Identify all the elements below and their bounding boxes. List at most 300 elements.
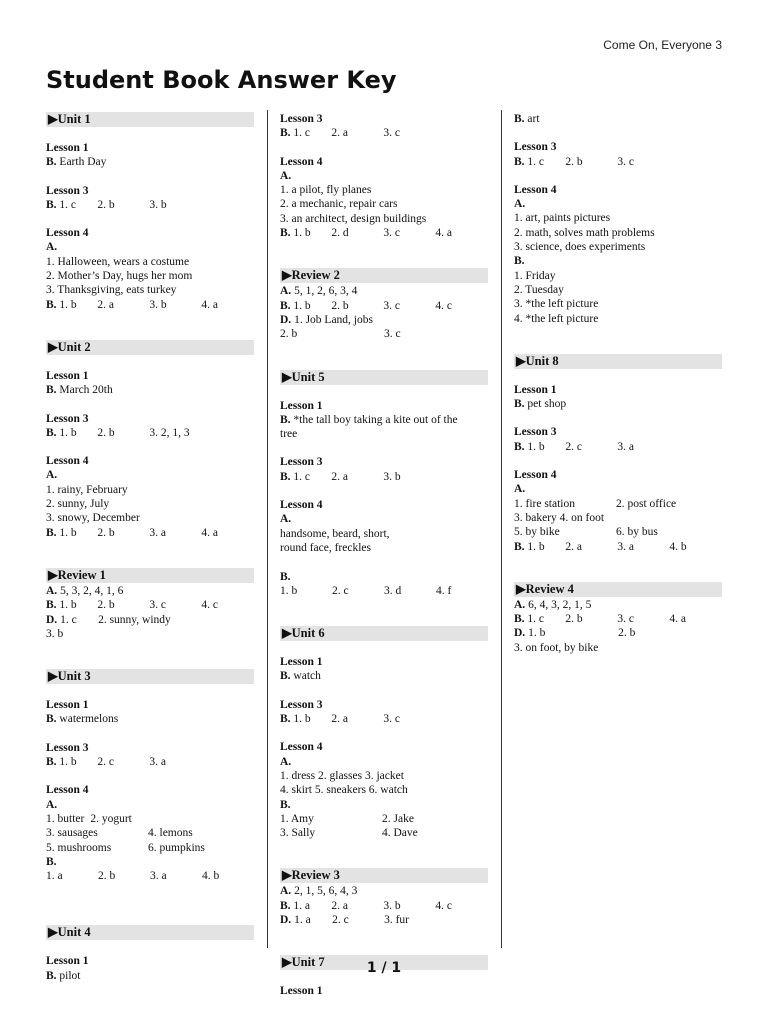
answer-row <box>514 482 722 496</box>
answer-text: 3. d <box>384 584 402 597</box>
answer-row <box>514 297 722 311</box>
answer-row <box>46 383 254 397</box>
answer-row <box>514 112 722 126</box>
item-label: A. <box>280 755 292 768</box>
answer-section <box>280 268 488 341</box>
book-name: Come On, Everyone 3 <box>603 38 722 52</box>
answer-text: 3. b <box>149 198 167 211</box>
answer-row <box>46 426 254 440</box>
answer-row <box>46 497 254 511</box>
answer-section <box>280 155 488 241</box>
answer-text: 1. b <box>59 756 77 769</box>
answer-text: 2. b <box>565 613 583 626</box>
answer-text: 1. b <box>59 298 77 311</box>
answer-row <box>514 511 722 525</box>
answer-section <box>46 141 254 170</box>
answer-section <box>280 698 488 727</box>
answer-row <box>514 525 722 539</box>
answer-text: 2. c <box>332 913 349 926</box>
answer-text: 1. a <box>46 870 63 883</box>
section-banner: ▶Unit 1 <box>46 112 254 127</box>
answer-text: 3. Thanksgiving, eats turkey <box>46 284 177 297</box>
answer-section <box>514 183 722 326</box>
answer-row <box>514 626 722 640</box>
answer-section <box>514 468 722 554</box>
answer-row <box>514 540 722 554</box>
item-label: D. <box>280 913 292 926</box>
item-label: A. <box>514 198 526 211</box>
answer-text: 3. c <box>384 328 401 341</box>
answer-row <box>514 497 722 511</box>
item-label: B. <box>280 570 291 583</box>
answer-text: 1. Friday <box>514 269 556 282</box>
lesson-heading: Lesson 4 <box>46 227 89 240</box>
item-label: B. <box>46 298 57 311</box>
answer-section <box>280 399 488 442</box>
answer-text: 4. b <box>669 540 687 553</box>
answer-text: 2, 1, 5, 6, 4, 3 <box>294 885 358 898</box>
answer-row <box>46 198 254 212</box>
answer-text: 4. skirt 5. sneakers 6. watch <box>280 784 408 797</box>
item-label: D. <box>280 313 292 326</box>
answer-text: 1. Halloween, wears a costume <box>46 255 190 268</box>
item-label: B. <box>280 798 291 811</box>
answer-text: 1. a pilot, fly planes <box>280 184 372 197</box>
answer-column-2 <box>280 112 488 999</box>
answer-text: 3. c <box>617 613 635 626</box>
answer-row <box>46 298 254 312</box>
item-label: B. <box>514 113 525 125</box>
lesson-heading: Lesson 3 <box>280 698 323 711</box>
answer-text: March 20th <box>59 384 113 397</box>
answer-text: 3. snowy, December <box>46 512 140 525</box>
answer-text: 1. c <box>293 127 311 140</box>
answer-row <box>280 512 488 526</box>
answer-section <box>46 184 254 213</box>
answer-section <box>46 369 254 398</box>
answer-text: 6, 4, 3, 2, 1, 5 <box>528 598 592 611</box>
section-banner: ▶Unit 3 <box>46 669 254 684</box>
answer-text: art <box>527 113 540 125</box>
item-label: A. <box>514 483 526 496</box>
answer-row <box>280 197 488 211</box>
item-label: B. <box>46 713 57 726</box>
lesson-heading: Lesson 4 <box>514 469 557 482</box>
answer-section <box>46 568 254 641</box>
answer-text: 6. pumpkins <box>148 841 205 854</box>
lesson-heading: Lesson 3 <box>46 184 89 197</box>
answer-row <box>46 869 254 883</box>
answer-section <box>514 383 722 412</box>
answer-text: 1. b <box>293 227 311 240</box>
answer-section <box>46 340 254 355</box>
item-label: A. <box>280 513 292 526</box>
answer-text: pilot <box>59 969 81 982</box>
answer-text: 3. a <box>150 870 167 883</box>
answer-text: 2. a <box>331 470 349 483</box>
answer-section <box>46 454 254 540</box>
lesson-heading: Lesson 3 <box>46 412 89 425</box>
answer-section <box>514 112 722 126</box>
answer-row <box>280 413 488 427</box>
answer-text: 1. butter <box>46 812 85 825</box>
answer-section <box>280 455 488 484</box>
answer-row <box>280 899 488 913</box>
answer-text: 2. Tuesday <box>514 283 564 296</box>
answer-row <box>280 427 488 441</box>
answer-row <box>46 511 254 525</box>
answer-text: 1. Amy <box>280 812 314 825</box>
answer-text: 3. sausages <box>46 827 98 840</box>
item-label: D. <box>514 627 526 640</box>
item-label: B. <box>46 526 57 539</box>
lesson-heading: Lesson 1 <box>280 656 323 669</box>
answer-column-1 <box>46 112 254 983</box>
answer-row <box>46 584 254 598</box>
answer-text: 1. a <box>294 913 311 926</box>
answer-row <box>280 712 488 726</box>
answer-row <box>46 155 254 169</box>
answer-text: 1. fire station <box>514 497 575 510</box>
answer-row <box>514 641 722 655</box>
answer-row <box>514 283 722 297</box>
answer-column-3 <box>514 112 722 655</box>
answer-row <box>46 526 254 540</box>
answer-text: 4. a <box>201 526 219 539</box>
answer-text: 5. mushrooms <box>46 841 112 854</box>
item-label: B. <box>280 127 291 140</box>
answer-text: 2. b <box>280 328 298 341</box>
answer-text: 2. Jake <box>382 812 414 825</box>
answer-section <box>46 412 254 441</box>
lesson-heading: Lesson 3 <box>514 426 557 439</box>
answer-text: 1. dress 2. glasses 3. jacket <box>280 769 404 782</box>
answer-row <box>280 669 488 683</box>
answer-row <box>46 269 254 283</box>
answer-text: 2. d <box>331 227 349 240</box>
lesson-heading: Lesson 1 <box>280 985 323 998</box>
answer-text: 2. sunny, windy <box>98 613 171 626</box>
item-label: B. <box>46 969 57 982</box>
answer-text: 3. bakery 4. on foot <box>514 511 605 524</box>
item-label: B. <box>46 599 57 612</box>
answer-row <box>46 627 254 641</box>
answer-text: 2. a <box>331 899 349 912</box>
answer-text: 3. c <box>149 599 167 612</box>
answer-text: 4. c <box>435 299 453 312</box>
section-banner: ▶Unit 5 <box>280 370 488 385</box>
answer-text: 3. *the left picture <box>514 298 599 311</box>
answer-text: 2. a <box>331 713 349 726</box>
answer-row <box>514 612 722 626</box>
section-banner: ▶Unit 8 <box>514 354 722 369</box>
answer-text: 2. c <box>565 440 583 453</box>
section-banner: ▶Unit 2 <box>46 340 254 355</box>
lesson-heading: Lesson 1 <box>46 142 89 154</box>
answer-text: 2. b <box>97 426 115 439</box>
answer-section <box>280 868 488 927</box>
answer-text: 2. b <box>618 627 636 640</box>
answer-text: 2. yogurt <box>90 812 132 825</box>
answer-section <box>280 984 488 998</box>
lesson-heading: Lesson 3 <box>514 141 557 154</box>
answer-text: 4. lemons <box>148 827 193 840</box>
lesson-heading: Lesson 4 <box>514 183 557 196</box>
answer-text: 1. b <box>527 440 545 453</box>
answer-row <box>514 440 722 454</box>
answer-section <box>280 626 488 641</box>
answer-row <box>280 284 488 298</box>
lesson-heading: Lesson 3 <box>280 456 323 469</box>
answer-text: 1. c <box>60 613 77 626</box>
answer-text: pet shop <box>527 398 567 411</box>
answer-text: round face, freckles <box>280 541 371 554</box>
answer-text: 3. b <box>46 627 64 640</box>
page-indicator: 1 / 1 <box>366 960 402 976</box>
answer-row <box>514 155 722 169</box>
answer-text: 4. *the left picture <box>514 312 599 325</box>
answer-row <box>514 197 722 211</box>
answer-text: 3. fur <box>384 913 409 926</box>
answer-text: 3. on foot, by bike <box>514 641 599 654</box>
answer-text: 2. a <box>331 127 349 140</box>
answer-text: 1. b <box>59 599 77 612</box>
answer-text: tree <box>280 428 298 441</box>
answer-row <box>46 755 254 769</box>
page-title: Student Book Answer Key <box>46 66 397 94</box>
item-label: A. <box>46 584 58 597</box>
answer-text: 2. a <box>97 298 115 311</box>
answer-text: 1. b <box>59 426 77 439</box>
answer-text: 4. a <box>669 613 687 626</box>
answer-row <box>280 884 488 898</box>
answer-section <box>46 925 254 940</box>
answer-text: 2. Mother’s Day, hugs her mom <box>46 270 193 283</box>
answer-text: 2. sunny, July <box>46 498 110 511</box>
lesson-heading: Lesson 4 <box>46 455 89 468</box>
lesson-heading: Lesson 1 <box>46 699 89 712</box>
answer-text: 1. c <box>293 470 311 483</box>
item-label: B. <box>46 156 57 169</box>
answer-text: 2. b <box>97 599 115 612</box>
answer-text: 2. c <box>97 756 115 769</box>
answer-row <box>280 755 488 769</box>
answer-text: 3. c <box>383 227 401 240</box>
answer-row <box>280 826 488 840</box>
answer-text: 1. b <box>293 713 311 726</box>
item-label: B. <box>280 670 291 683</box>
answer-text: 3. a <box>149 526 167 539</box>
item-label: A. <box>514 598 526 611</box>
item-label: B. <box>280 299 291 312</box>
lesson-heading: Lesson 3 <box>46 741 89 754</box>
answer-text: 3. b <box>383 470 401 483</box>
answer-row <box>46 826 254 840</box>
answer-section <box>280 370 488 385</box>
answer-text: 5. by bike <box>514 526 560 539</box>
answer-row <box>46 255 254 269</box>
answer-section <box>46 698 254 727</box>
answer-text: 3. a <box>617 440 635 453</box>
answer-row <box>514 254 722 268</box>
item-label: B. <box>280 227 291 240</box>
lesson-heading: Lesson 1 <box>46 369 89 382</box>
answer-text: 2. a mechanic, repair cars <box>280 198 398 211</box>
lesson-heading: Lesson 1 <box>46 955 89 968</box>
answer-row <box>280 126 488 140</box>
item-label: B. <box>280 713 291 726</box>
answer-text: watermelons <box>59 713 119 726</box>
answer-text: Earth Day <box>59 156 107 169</box>
answer-text: 3. b <box>149 298 167 311</box>
section-banner: ▶Review 1 <box>46 568 254 583</box>
answer-row <box>514 211 722 225</box>
answer-row <box>46 598 254 612</box>
answer-row <box>280 226 488 240</box>
section-banner: ▶Review 4 <box>514 582 722 597</box>
answer-text: 4. b <box>202 870 220 883</box>
item-label: D. <box>46 613 58 626</box>
section-banner: ▶Review 2 <box>280 268 488 283</box>
answer-text: 1. b <box>280 584 298 597</box>
lesson-heading: Lesson 1 <box>514 383 557 396</box>
item-label: B. <box>514 155 525 168</box>
item-label: B. <box>514 398 525 411</box>
answer-row <box>280 527 488 541</box>
answer-text: 3. an architect, design buildings <box>280 212 427 225</box>
answer-row <box>280 783 488 797</box>
answer-row <box>46 812 254 826</box>
answer-text: 1. c <box>527 613 545 626</box>
lesson-heading: Lesson 4 <box>46 784 89 797</box>
lesson-heading: Lesson 1 <box>280 399 323 412</box>
item-label: B. <box>514 440 525 453</box>
answer-text: 6. by bus <box>616 526 658 539</box>
answer-text: 2. b <box>97 526 115 539</box>
answer-row <box>280 327 488 341</box>
answer-text: 3. Sally <box>280 827 316 840</box>
answer-section <box>280 740 488 840</box>
lesson-heading: Lesson 4 <box>280 741 323 754</box>
answer-row <box>280 769 488 783</box>
answer-text: handsome, beard, short, <box>280 527 390 540</box>
answer-text: 1. b <box>528 627 546 640</box>
answer-section <box>280 498 488 598</box>
item-label: A. <box>46 469 58 482</box>
answer-text: 1. c <box>527 155 545 168</box>
answer-section <box>280 112 488 141</box>
answer-text: 1. b <box>59 526 77 539</box>
answer-text: 3. c <box>383 713 401 726</box>
answer-row <box>46 613 254 627</box>
column-divider <box>501 110 502 948</box>
lesson-heading: Lesson 3 <box>280 113 323 125</box>
answer-text: 1. Job Land, jobs <box>294 313 373 326</box>
answer-text: 4. c <box>201 599 219 612</box>
answer-text: 1. b <box>527 540 545 553</box>
answer-text: 2. c <box>332 584 349 597</box>
answer-text: 4. c <box>435 899 453 912</box>
answer-section <box>46 669 254 684</box>
answer-row <box>280 299 488 313</box>
answer-text: 3. c <box>383 299 401 312</box>
answer-row <box>280 541 488 555</box>
answer-row <box>46 240 254 254</box>
item-label: B. <box>280 899 291 912</box>
answer-row <box>46 855 254 869</box>
item-label: B. <box>46 198 57 211</box>
answer-text: 1. a <box>293 899 311 912</box>
answer-row <box>46 712 254 726</box>
answer-section <box>280 655 488 684</box>
answer-row <box>280 798 488 812</box>
answer-row <box>46 468 254 482</box>
answer-text: 5, 1, 2, 6, 3, 4 <box>294 285 358 298</box>
column-divider <box>267 110 268 948</box>
item-label: B. <box>514 540 525 553</box>
answer-text: 3. b <box>383 899 401 912</box>
answer-section <box>514 354 722 369</box>
answer-row <box>280 313 488 327</box>
answer-text: 1. c <box>59 198 77 211</box>
answer-row <box>514 269 722 283</box>
answer-text: 4. f <box>436 584 452 597</box>
answer-text: 3. c <box>383 127 401 140</box>
item-label: B. <box>514 255 525 268</box>
answer-text: 5, 3, 2, 4, 1, 6 <box>60 584 124 597</box>
answer-text: 1. art, paints pictures <box>514 212 611 225</box>
answer-text: 3. science, does experiments <box>514 241 646 254</box>
answer-section <box>46 783 254 883</box>
answer-row <box>280 584 488 598</box>
item-label: A. <box>280 285 292 298</box>
answer-text: *the tall boy taking a kite out of the <box>293 413 458 426</box>
answer-text: 4. a <box>201 298 219 311</box>
answer-row <box>280 913 488 927</box>
answer-text: 2. b <box>97 198 115 211</box>
answer-text: 1. b <box>293 299 311 312</box>
answer-row <box>280 212 488 226</box>
answer-row <box>46 841 254 855</box>
answer-text: 2. post office <box>616 497 677 510</box>
item-label: B. <box>46 384 57 397</box>
answer-text: 2. math, solves math problems <box>514 226 655 239</box>
answer-row <box>514 397 722 411</box>
answer-row <box>280 470 488 484</box>
answer-text: 2. b <box>98 870 116 883</box>
answer-text: 4. Dave <box>382 827 418 840</box>
lesson-heading: Lesson 4 <box>280 155 323 168</box>
item-label: A. <box>280 169 292 182</box>
item-label: B. <box>46 855 57 868</box>
item-label: A. <box>280 885 292 898</box>
item-label: B. <box>46 756 57 769</box>
item-label: A. <box>46 798 58 811</box>
answer-row <box>280 812 488 826</box>
lesson-heading: Lesson 4 <box>280 499 323 512</box>
answer-text: 4. a <box>435 227 453 240</box>
answer-section <box>46 741 254 770</box>
answer-text: 1. rainy, February <box>46 483 128 496</box>
answer-text: 3. 2, 1, 3 <box>149 426 190 439</box>
answer-section <box>46 112 254 127</box>
answer-text: 2. b <box>331 299 349 312</box>
item-label: A. <box>46 241 58 254</box>
answer-section <box>514 582 722 655</box>
answer-section <box>46 226 254 312</box>
item-label: B. <box>514 613 525 626</box>
answer-row <box>46 283 254 297</box>
